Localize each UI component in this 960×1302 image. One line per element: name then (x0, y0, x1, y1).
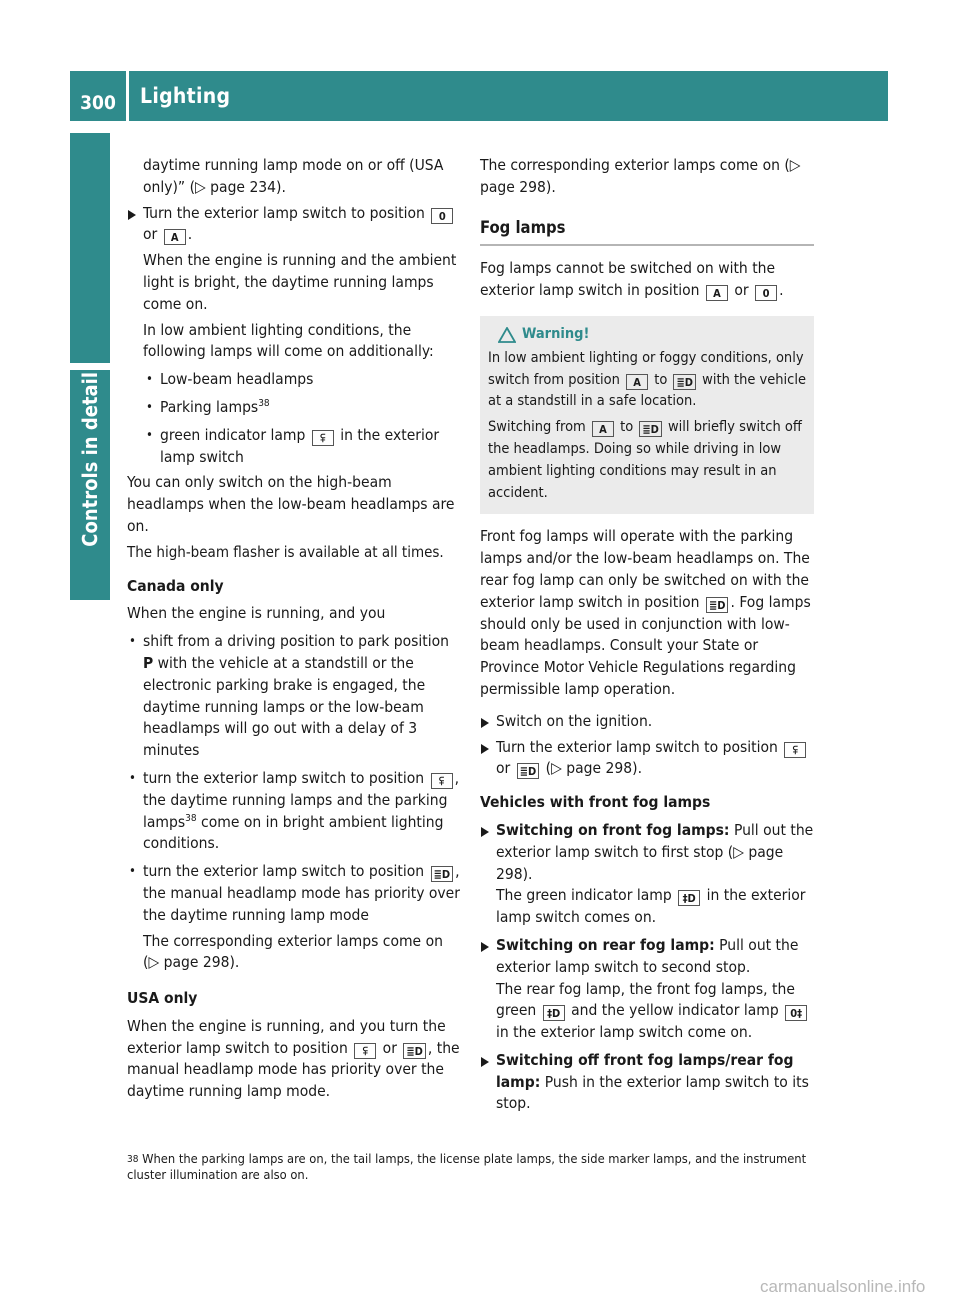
list-item (127, 631, 462, 762)
header-divider (126, 71, 129, 121)
text: or (143, 225, 158, 244)
step-item (480, 711, 814, 733)
text: When the engine is running, and you turn the exterior lamp switch to position (127, 1016, 446, 1057)
footnote-number: 38 (127, 1154, 139, 1165)
step-arrow-icon (481, 1057, 489, 1067)
auto-symbol-icon: A (164, 229, 186, 245)
text: or (496, 759, 511, 778)
text: The green indicator lamp (496, 886, 672, 905)
bullet-icon: • (129, 770, 136, 786)
low-beam-icon: ≣D (403, 1043, 426, 1059)
text: Turn the exterior lamp switch to position (496, 737, 778, 756)
heading-vehicles-front-fog: Vehicles with front fog lamps (480, 793, 711, 812)
paragraph: When the engine is running, and you (127, 604, 386, 623)
step-arrow-icon (481, 718, 489, 728)
step-arrow-icon (481, 744, 489, 754)
bullet-icon: • (146, 427, 153, 443)
heading-fog-lamps: Fog lamps (480, 217, 814, 247)
text: (▷ page 298). (545, 759, 642, 778)
text: or (734, 281, 749, 300)
text: Front fog lamps will operate with the parking lamps and/or the low-beam headlamps on. The rear fog lamp can only be switched on with the exterior lamp switch in position (480, 527, 810, 611)
text: turn the exterior lamp switch to position (143, 768, 425, 787)
left-column (127, 155, 462, 1107)
paragraph: The corresponding exterior lamps come on (▷ page 298). (480, 156, 801, 196)
paragraph (480, 258, 814, 302)
step-title: Switching on rear fog lamp: (496, 935, 715, 954)
auto-symbol-icon: A (626, 374, 648, 390)
parking-lamp-icon: ⪿ (431, 773, 453, 789)
page-number: 300 (80, 92, 116, 114)
paragraph: In low ambient lighting conditions, the following lamps will come on additionally: (143, 320, 434, 361)
step-arrow-icon (128, 210, 136, 220)
text: to (620, 419, 634, 436)
auto-symbol-icon: A (706, 285, 728, 301)
text: with the vehicle at a standstill or the electronic parking brake is engaged, the daytime running lamps or the low-beam headlamps will go out with a delay of 3 minutes (143, 653, 426, 760)
step-item (127, 203, 462, 247)
step-item (480, 737, 814, 781)
step-item (480, 1050, 814, 1115)
watermark: carmanualsonline.info (760, 1277, 926, 1296)
text: In low ambient lighting or foggy conditions, only switch from position (488, 349, 804, 388)
footnote-ref: 38 (258, 397, 270, 409)
side-label-text: Controls in detail (78, 372, 102, 547)
text: Low-beam headlamps (160, 370, 314, 389)
parking-lamp-icon: ⪿ (354, 1043, 376, 1059)
auto-symbol-icon: A (592, 421, 614, 437)
heading-canada: Canada only (127, 576, 224, 595)
paragraph: daytime running lamp mode on or off (USA only)” (▷ page 234). (143, 156, 444, 196)
step-item (480, 935, 814, 1044)
list-item (127, 425, 462, 469)
step-item (480, 820, 814, 929)
parking-lamp-icon: ⪿ (312, 430, 334, 446)
park-letter: P (143, 653, 154, 672)
list-item (127, 397, 462, 419)
text: The rear fog lamp, the front fog lamps, the green (496, 979, 795, 1020)
step-arrow-icon (481, 942, 489, 952)
parking-lamp-icon: ⪿ (784, 742, 806, 758)
low-beam-icon: ≣D (673, 374, 696, 390)
low-beam-icon: ≣D (706, 597, 729, 613)
step-title: Switching on front fog lamps: (496, 820, 730, 839)
text: in the exterior lamp switch come on. (496, 1023, 753, 1042)
list-item (127, 768, 462, 855)
text: . Fog lamps should only be used in conjunction with low-beam headlamps. Consult your State or Province Motor Vehicle Regulations regarding permissible lamp operation. (480, 592, 811, 698)
text: Pull out the exterior lamp switch to second stop. (496, 935, 799, 976)
warning-title-text: Warning! (522, 325, 590, 342)
list-item (127, 369, 462, 391)
step-arrow-icon (481, 827, 489, 837)
text: Switching from (488, 419, 586, 436)
text: , the daytime running lamps and the parking lamps (143, 768, 460, 831)
text: with the vehicle at a standstill in a safe location. (488, 371, 806, 410)
side-tab-upper (70, 133, 110, 363)
bullet-icon: • (146, 399, 153, 415)
text: , the manual headlamp mode has priority over the daytime running lamp mode (143, 862, 460, 924)
footnote-text: When the parking lamps are on, the tail lamps, the license plate lamps, the side marker lamps, and the instrument cluster illumination are also on. (127, 1152, 807, 1183)
paragraph: The corresponding exterior lamps come on (▷ page 298). (143, 931, 443, 972)
bullet-icon: • (129, 634, 136, 650)
paragraph (480, 526, 814, 700)
list-item (127, 861, 462, 926)
front-fog-icon: ‡D (543, 1005, 565, 1021)
warning-text (488, 348, 806, 413)
text: green indicator lamp (160, 425, 306, 444)
zero-symbol-icon: 0 (431, 208, 453, 224)
low-beam-icon: ≣D (639, 421, 662, 437)
text: Parking lamps (160, 397, 259, 416)
text: , the manual headlamp mode has priority over the daytime running lamp mode. (127, 1038, 460, 1101)
paragraph: When the engine is running and the ambient light is bright, the daytime running lamps come on. (143, 251, 457, 313)
text: . (187, 225, 193, 244)
text: Turn the exterior lamp switch to position (143, 203, 425, 222)
low-beam-icon: ≣D (431, 866, 454, 882)
low-beam-icon: ≣D (517, 763, 540, 779)
warning-box (480, 316, 814, 514)
warning-text (488, 417, 806, 504)
warning-title (488, 324, 806, 346)
bullet-icon: • (146, 372, 153, 388)
paragraph: You can only switch on the high-beam headlamps when the low-beam headlamps are on. (127, 473, 455, 535)
text: shift from a driving position to park position (143, 632, 449, 651)
footnote (127, 1152, 827, 1184)
text: come on in bright ambient lighting conditions. (143, 812, 444, 853)
bullet-icon: • (129, 864, 136, 880)
text: or (382, 1038, 397, 1057)
zero-symbol-icon: 0 (755, 285, 777, 301)
paragraph (127, 1016, 462, 1103)
text: to (654, 371, 668, 388)
paragraph: The high-beam flasher is available at all times. (127, 542, 444, 561)
rear-fog-icon: 0‡ (785, 1005, 807, 1021)
text: and the yellow indicator lamp (571, 1001, 779, 1020)
front-fog-icon: ‡D (678, 890, 700, 906)
text: Push in the exterior lamp switch to its stop. (496, 1072, 809, 1113)
side-label (70, 372, 110, 600)
text: Pull out the exterior lamp switch to first stop (▷ page 298). (496, 820, 814, 883)
text: Switch on the ignition. (496, 711, 653, 730)
heading-usa: USA only (127, 989, 198, 1008)
section-title: Lighting (140, 84, 231, 108)
text: turn the exterior lamp switch to position (143, 862, 425, 881)
text: will briefly switch off the headlamps. Doing so while driving in low ambient lighting conditions may result in an accident. (488, 419, 802, 501)
text: in the exterior lamp switch comes on. (496, 886, 806, 927)
text: in the exterior lamp switch (160, 425, 440, 466)
warning-triangle-icon (498, 327, 516, 343)
step-title: Switching off front fog lamps/rear fog lamp: (496, 1050, 794, 1091)
footnote-ref: 38 (185, 812, 197, 824)
text: . (779, 281, 784, 300)
right-column (480, 155, 814, 1119)
text: Fog lamps cannot be switched on with the exterior lamp switch in position (480, 259, 776, 300)
